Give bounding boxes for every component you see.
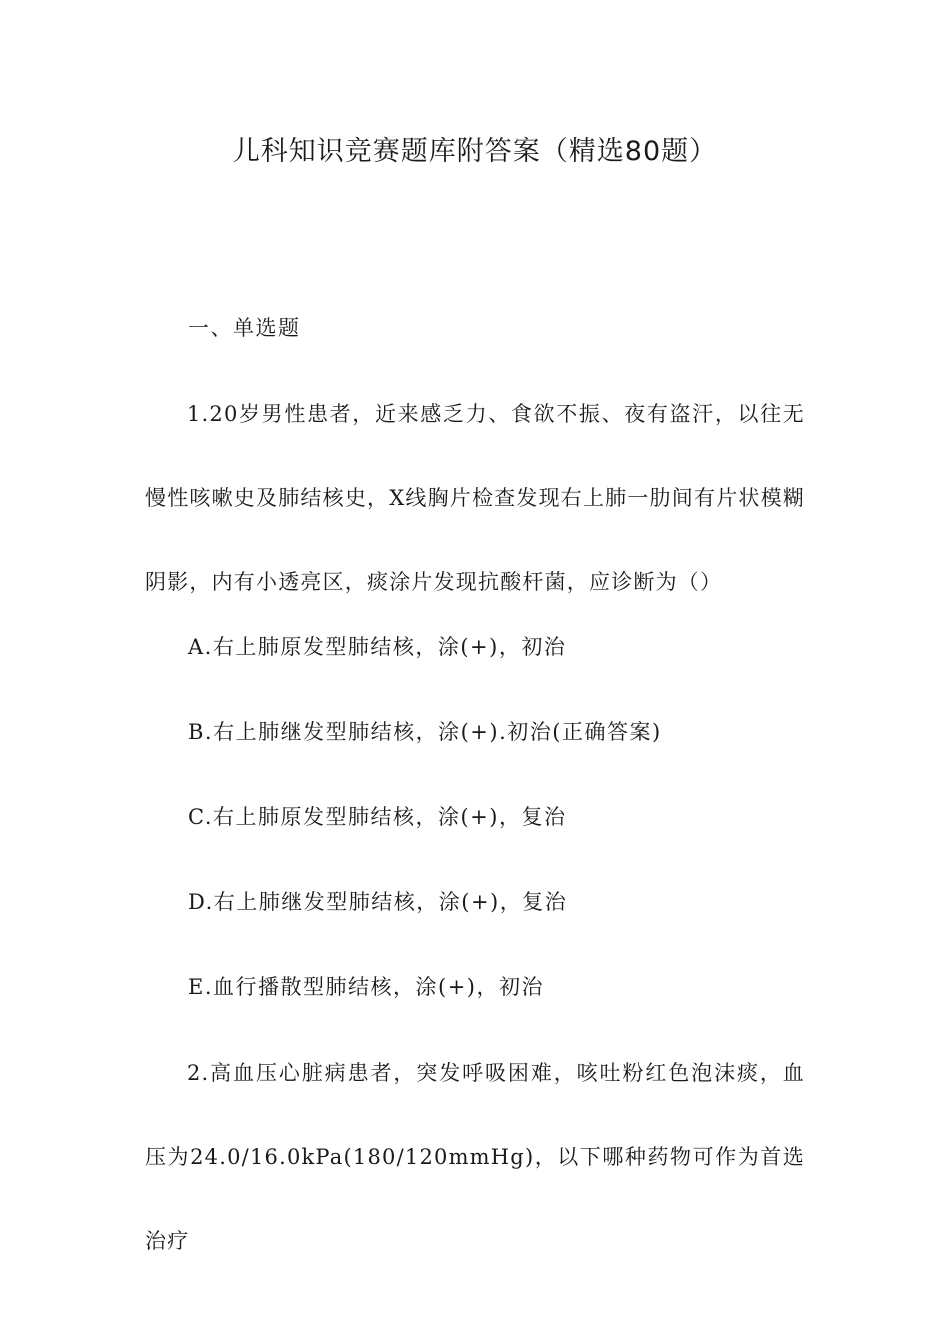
question-1-option-d: D.右上肺继发型肺结核，涂(+)，复治 bbox=[188, 890, 568, 914]
section-heading: 一、单选题 bbox=[188, 316, 301, 340]
document-title: 儿科知识竞赛题库附答案（精选80题） bbox=[232, 136, 718, 167]
question-1-option-c: C.右上肺原发型肺结核，涂(+)，复治 bbox=[188, 805, 567, 829]
question-2-stem: 2.高血压心脏病患者，突发呼吸困难，咳吐粉红色泡沫痰，血压为24.0/16.0kPa(180/120mmHg)，以下哪种药物可作为首选治疗 bbox=[145, 1061, 805, 1253]
question-1-option-a: A.右上肺原发型肺结核，涂(+)，初治 bbox=[188, 635, 567, 659]
question-1-option-e: E.血行播散型肺结核，涂(+)，初治 bbox=[188, 975, 544, 999]
question-1-stem: 1.20岁男性患者，近来感乏力、食欲不振、夜有盗汗，以往无慢性咳嗽史及肺结核史，X线胸片检查发现右上肺一肋间有片状模糊阴影，内有小透亮区，痰涂片发现抗酸杆菌，应诊断为（） bbox=[145, 402, 805, 594]
question-1-option-b: B.右上肺继发型肺结核，涂(+).初治(正确答案) bbox=[188, 720, 662, 744]
